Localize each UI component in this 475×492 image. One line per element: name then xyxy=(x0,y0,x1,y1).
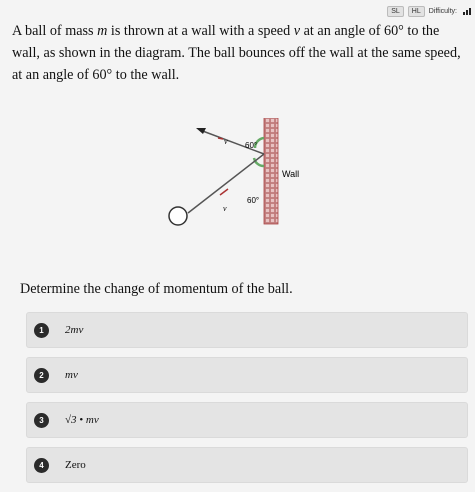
hl-badge[interactable]: HL xyxy=(408,6,425,17)
option-3[interactable] xyxy=(26,402,468,438)
top-velocity-arrow xyxy=(218,138,223,139)
option-number: 4 xyxy=(34,458,49,473)
ball xyxy=(169,207,187,225)
option-text: mv xyxy=(65,369,78,381)
angle-label-bottom: 60° xyxy=(247,196,260,205)
option-text: 2mv xyxy=(65,324,84,336)
top-arrow-head xyxy=(196,128,206,134)
difficulty-label: Difficulty: xyxy=(428,8,457,15)
option-1[interactable] xyxy=(26,312,468,348)
option-2[interactable] xyxy=(26,357,468,393)
difficulty-bars-icon xyxy=(463,8,471,15)
speed-symbol: v xyxy=(293,23,301,39)
option-4[interactable] xyxy=(26,447,468,483)
bottom-angle-arc xyxy=(254,158,264,166)
option-number: 3 xyxy=(34,413,49,428)
wall xyxy=(264,118,278,224)
option-text: √3 • mv xyxy=(65,414,99,426)
option-text: Zero xyxy=(65,459,86,471)
physics-diagram xyxy=(160,118,320,258)
answer-options xyxy=(26,312,468,492)
angle-label-top: 60° xyxy=(245,141,258,150)
wall-label: Wall xyxy=(282,169,300,179)
option-number: 1 xyxy=(34,323,49,338)
header-badges xyxy=(387,6,471,17)
mass-symbol: m xyxy=(97,23,108,39)
velocity-label-bottom: v xyxy=(223,204,227,213)
question-prompt: Determine the change of momentum of the ball. xyxy=(20,281,293,297)
velocity-label-top: v xyxy=(224,137,228,146)
option-number: 2 xyxy=(34,368,49,383)
bottom-velocity-arrow xyxy=(220,189,228,195)
question-text: A ball of mass m is thrown at a wall with a speed v at an angle of 60° to the wall, as shown in the diagram. The ball bounces off the wall at the same speed, at an angle of 60° to the wall. xyxy=(12,23,461,83)
sl-badge[interactable]: SL xyxy=(387,6,404,17)
